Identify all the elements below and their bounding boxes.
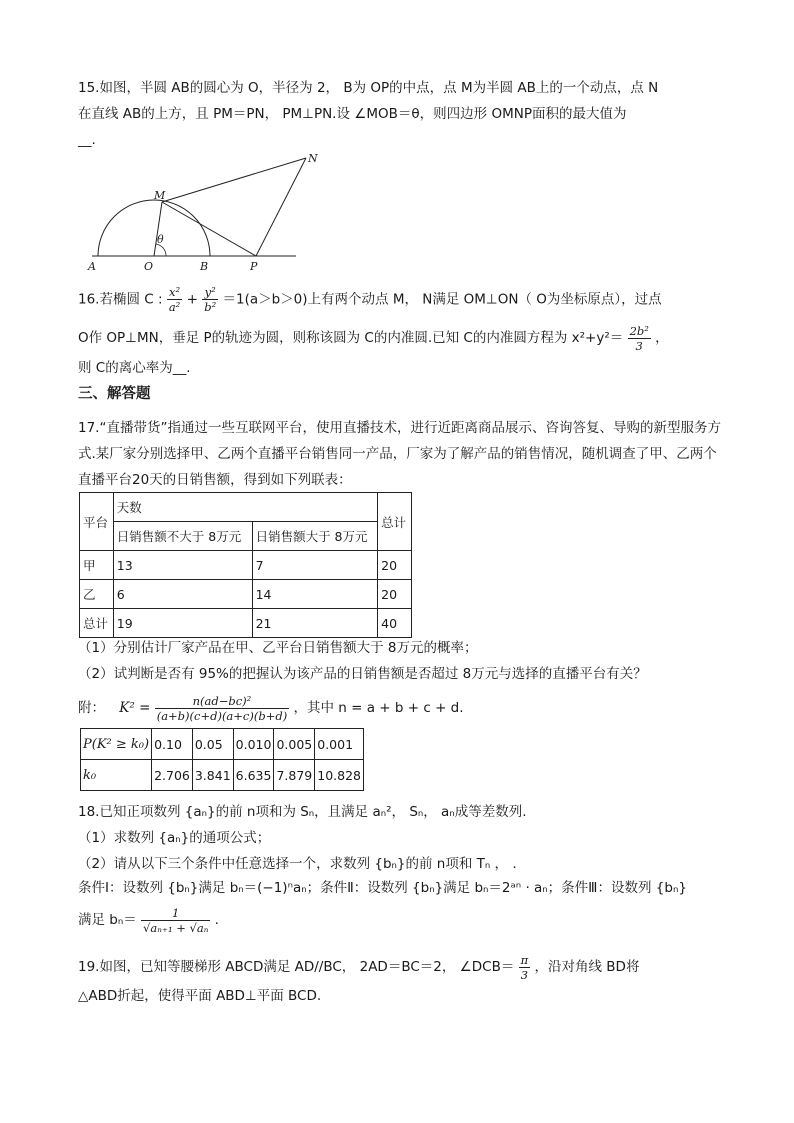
cond3-fraction: $\frac{1}{\text{√aₙ₊₁ + √aₙ}}$	[143, 905, 209, 935]
header-days: 天数	[113, 493, 377, 522]
cond3-pre: 满足 bₙ＝	[78, 912, 137, 928]
formula-post: ，其中 n = a + b + c + d.	[293, 700, 464, 716]
row-label: 甲	[80, 551, 114, 580]
angle-fraction: $\frac{\pi}{3}$	[520, 952, 529, 982]
q17-appendix	[78, 690, 718, 726]
cell-le: 6	[113, 580, 252, 609]
table-cell: 0.05	[192, 729, 233, 760]
segment-MN	[162, 158, 306, 202]
row-head: k₀	[81, 760, 152, 791]
subheader-gt-8: 日销售额大于 8万元	[252, 522, 378, 551]
table-row	[80, 580, 412, 609]
q16-line2-post: ，	[655, 330, 669, 346]
q16-line-3: 则 C的离心率为__.	[78, 360, 191, 376]
label-M: M	[154, 189, 166, 202]
cell-gt: 14	[252, 580, 378, 609]
formula-fraction: $\frac{\text{n(ad−bc)²}}{(a+b)(c+d)(a+c)(b+d)}$	[156, 693, 288, 723]
critical-value-table	[80, 728, 364, 791]
cell-total: 20	[378, 551, 412, 580]
cell-gt: 7	[252, 551, 378, 580]
q18-condition-3	[78, 902, 718, 938]
cond3-post: .	[214, 912, 219, 928]
header-platform: 平台	[80, 493, 114, 551]
label-P: P	[250, 260, 258, 273]
q19-line-2: △ABD折起，使得平面 ABD⊥平面 BCD.	[78, 988, 322, 1004]
table-row	[80, 551, 412, 580]
q18-line-1: 18.已知正项数列 {aₙ}的前 n项和为 Sₙ，且满足 aₙ²， Sₙ， aₙ成等差数列.	[78, 804, 527, 820]
sales-contingency-table	[79, 492, 412, 638]
appendix-label: 附：	[78, 700, 105, 716]
q16-line1-pre: 16.若椭圆 C :	[78, 291, 163, 308]
q19-line-1	[78, 952, 718, 982]
q19-line1-post: ，沿对角线 BD将	[534, 959, 640, 975]
q15-figure	[84, 150, 324, 274]
cell-le: 19	[113, 609, 252, 638]
section-heading: 三、解答题	[78, 386, 151, 402]
label-B: B	[200, 260, 209, 273]
q15-line-2: 在直线 AB的上方，且 PM＝PN， PM⊥PN.设 ∠MOB＝θ，则四边形 OMNP面积的最大值为	[78, 106, 627, 122]
q17-part-2: （2）试判断是否有 95%的把握认为该产品的日销售额是否超过 8万元与选择的直播平台有关？	[78, 666, 647, 682]
q18-conditions: 条件Ⅰ：设数列 {bₙ}满足 bₙ＝(−1)ⁿaₙ；条件Ⅱ：设数列 {bₙ}满足 bₙ＝2ᵃⁿ · aₙ；条件Ⅲ：设数列 {bₙ}	[78, 880, 687, 896]
q18-part-1: （1）求数列 {aₙ}的通项公式；	[78, 830, 271, 846]
q16-line-2	[78, 322, 718, 354]
cell-total: 40	[378, 609, 412, 638]
label-N: N	[308, 152, 318, 165]
subheader-le-8: 日销售额不大于 8万元	[113, 522, 252, 551]
table-cell: 0.010	[233, 729, 274, 760]
table-cell: 7.879	[274, 760, 315, 791]
q19-line1-text: 19.如图，已知等腰梯形 ABCD满足 AD//BC， 2AD＝BC＝2， ∠DCB＝	[78, 959, 515, 975]
fraction-y2-b2: $\frac{\text{y²}}{\text{b²}}$	[204, 285, 217, 314]
semicircle	[98, 200, 210, 256]
q17-part-1: （1）分别估计厂家产品在甲、乙平台日销售额大于 8万元的概率；	[78, 640, 478, 656]
q18-part-2: （2）请从以下三个条件中任意选择一个，求数列 {bₙ}的前 n项和 Tₙ ， .	[78, 856, 517, 872]
segment-OM	[154, 202, 162, 256]
cell-total: 20	[378, 580, 412, 609]
table-row	[81, 760, 364, 791]
cell-le: 13	[113, 551, 252, 580]
segment-NP	[256, 158, 306, 256]
table-row	[80, 609, 412, 638]
row-head: P(K² ≥ k₀)	[81, 729, 152, 760]
q16-line-1	[78, 285, 718, 313]
q15-line-3: __.	[78, 132, 96, 148]
plus-sign: +	[186, 291, 198, 308]
row-label: 乙	[80, 580, 114, 609]
fraction-x2-a2: $\frac{\text{x²}}{\text{a²}}$	[168, 285, 181, 314]
table-cell: 0.001	[315, 729, 364, 760]
table-cell: 0.005	[274, 729, 315, 760]
table-cell: 6.635	[233, 760, 274, 791]
cell-gt: 21	[252, 609, 378, 638]
q16-line1-post: ＝1(a＞b＞0)上有两个动点 M， N满足 OM⊥ON（ O为坐标原点），过点	[222, 291, 662, 308]
table-cell: 0.10	[152, 729, 193, 760]
label-O: O	[144, 260, 154, 273]
formula-lhs: K² =	[119, 700, 151, 716]
q16-line2-pre: O作 OP⊥MN，垂足 P的轨迹为圆，则称该圆为 C的内准圆.已知 C的内准圆方程为 x²+y²＝	[78, 330, 624, 346]
q17-line-2: 式.某厂家分别选择甲、乙两个直播平台销售同一产品，厂家为了解产品的销售情况，随机调查了甲、乙两个	[78, 446, 717, 462]
label-A: A	[88, 260, 96, 273]
table-cell: 2.706	[152, 760, 193, 791]
table-row	[81, 729, 364, 760]
q15-line-1: 15.如图，半圆 AB的圆心为 O，半径为 2， B为 OP的中点，点 M为半圆 AB上的一个动点，点 N	[78, 80, 659, 96]
q17-line-3: 直播平台20天的日销售额，得到如下列联表：	[78, 472, 352, 488]
table-cell: 3.841	[192, 760, 233, 791]
label-theta: θ	[157, 233, 164, 246]
row-label: 总计	[80, 609, 114, 638]
q17-line-1: 17.“直播带货”指通过一些互联网平台，使用直播技术，进行近距离商品展示、咨询答复、导购的新型服务方	[78, 420, 721, 436]
table-cell: 10.828	[315, 760, 364, 791]
fraction-2b2-3: $\frac{\text{2b²}}{3}$	[629, 323, 649, 353]
header-total: 总计	[378, 493, 412, 551]
